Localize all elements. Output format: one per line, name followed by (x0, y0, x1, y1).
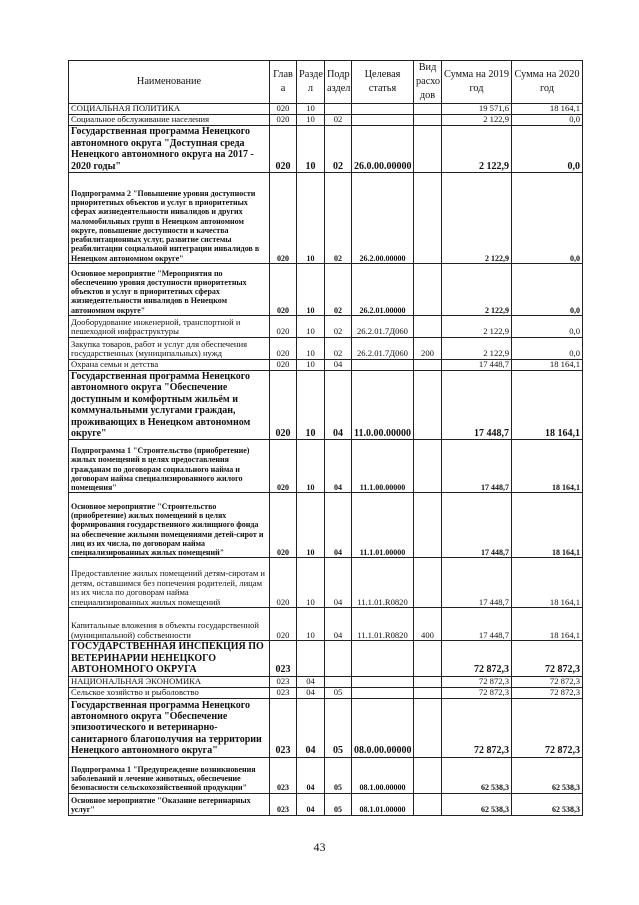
row-razdel: 10 (297, 338, 325, 360)
row-type (414, 641, 442, 676)
row-glava: 020 (270, 493, 297, 558)
row-type (414, 698, 442, 757)
row-sum2020: 18 164,1 (512, 493, 583, 558)
row-razdel: 10 (297, 173, 325, 264)
row-type (414, 493, 442, 558)
row-podrazdel: 04 (325, 371, 352, 440)
row-razdel: 10 (297, 608, 325, 641)
row-glava: 023 (270, 698, 297, 757)
row-podrazdel: 04 (325, 360, 352, 371)
row-sum2019: 2 122,9 (442, 173, 512, 264)
row-name: Основное мероприятие "Оказание ветеринарных услуг" (69, 793, 270, 815)
row-target: 11.1.01.00000 (352, 493, 414, 558)
row-target: 26.0.00.00000 (352, 126, 414, 173)
row-sum2019: 72 872,3 (442, 676, 512, 687)
row-podrazdel: 05 (325, 793, 352, 815)
row-glava: 020 (270, 360, 297, 371)
table-header-row (69, 61, 583, 104)
row-target: 26.2.01.00000 (352, 264, 414, 316)
row-podrazdel: 04 (325, 608, 352, 641)
row-glava: 023 (270, 793, 297, 815)
row-sum2019: 72 872,3 (442, 687, 512, 698)
row-razdel: 10 (297, 558, 325, 608)
row-razdel: 10 (297, 264, 325, 316)
row-podrazdel: 02 (325, 126, 352, 173)
row-podrazdel: 02 (325, 338, 352, 360)
row-sum2020: 18 164,1 (512, 558, 583, 608)
table-row (69, 698, 583, 757)
table-row (69, 264, 583, 316)
row-type (414, 360, 442, 371)
row-sum2019: 72 872,3 (442, 698, 512, 757)
row-razdel: 10 (297, 440, 325, 493)
row-sum2020: 18 164,1 (512, 371, 583, 440)
row-podrazdel: 05 (325, 698, 352, 757)
row-sum2020: 0,0 (512, 115, 583, 126)
row-glava: 020 (270, 558, 297, 608)
row-glava: 023 (270, 757, 297, 793)
row-sum2020: 0,0 (512, 173, 583, 264)
row-name: НАЦИОНАЛЬНАЯ ЭКОНОМИКА (69, 676, 270, 687)
row-glava: 020 (270, 440, 297, 493)
row-name: Сельское хозяйство и рыболовство (69, 687, 270, 698)
row-sum2019: 17 448,7 (442, 371, 512, 440)
row-glava: 020 (270, 608, 297, 641)
row-sum2019: 2 122,9 (442, 115, 512, 126)
row-podrazdel (325, 641, 352, 676)
row-sum2019: 17 448,7 (442, 558, 512, 608)
row-sum2019: 17 448,7 (442, 608, 512, 641)
row-sum2020: 72 872,3 (512, 641, 583, 676)
row-razdel: 10 (297, 360, 325, 371)
row-sum2019: 2 122,9 (442, 126, 512, 173)
row-name: Охрана семьи и детства (69, 360, 270, 371)
row-sum2020: 18 164,1 (512, 440, 583, 493)
row-name: ГОСУДАРСТВЕННАЯ ИНСПЕКЦИЯ ПО ВЕТЕРИНАРИИ НЕНЕЦКОГО АВТОНОМНОГО ОКРУГА (69, 641, 270, 676)
header-type: Вид расхо дов (414, 61, 442, 104)
table-row (69, 316, 583, 338)
header-sum2019: Сумма на 2019 год (442, 61, 512, 104)
row-podrazdel: 02 (325, 316, 352, 338)
row-type (414, 757, 442, 793)
row-name: Государственная программа Ненецкого автономного округа "Доступная среда Ненецкого автономного округа на 2017 - 2020 годы" (69, 126, 270, 173)
header-sum2020: Сумма на 2020 год (512, 61, 583, 104)
row-glava: 020 (270, 316, 297, 338)
row-glava: 023 (270, 641, 297, 676)
table-row (69, 493, 583, 558)
row-name: Государственная программа Ненецкого автономного округа "Обеспечение доступным и комфортным жильём и коммунальными услугами граждан, проживающих в Ненецком автономном округе" (69, 371, 270, 440)
header-podrazdel: Подр аздел (325, 61, 352, 104)
row-glava: 020 (270, 338, 297, 360)
row-sum2019: 19 571,6 (442, 104, 512, 115)
row-type (414, 676, 442, 687)
row-glava: 023 (270, 676, 297, 687)
row-razdel: 04 (297, 793, 325, 815)
row-sum2019: 2 122,9 (442, 316, 512, 338)
row-razdel: 10 (297, 493, 325, 558)
row-sum2019: 2 122,9 (442, 338, 512, 360)
row-razdel: 10 (297, 126, 325, 173)
row-podrazdel: 02 (325, 264, 352, 316)
row-target: 11.1.00.00000 (352, 440, 414, 493)
row-sum2019: 17 448,7 (442, 493, 512, 558)
row-sum2020: 0,0 (512, 338, 583, 360)
row-sum2020: 18 164,1 (512, 104, 583, 115)
row-glava: 020 (270, 104, 297, 115)
row-type (414, 104, 442, 115)
row-razdel: 04 (297, 757, 325, 793)
row-target (352, 360, 414, 371)
row-name: Подпрограмма 2 "Повышение уровня доступности приоритетных объектов и услуг в приоритетных сферах жизнедеятельности инвалидов и других маломобильных групп в Ненецком автономном округе, повышение доступности и качества реабилитационных услуг, развитие системы реабилитации социальной интеграции инвалидов в Ненецком автономном округе" (69, 173, 270, 264)
row-razdel: 04 (297, 698, 325, 757)
row-podrazdel: 04 (325, 440, 352, 493)
row-type (414, 793, 442, 815)
row-type (414, 173, 442, 264)
table-row (69, 608, 583, 641)
row-type (414, 264, 442, 316)
row-sum2020: 72 872,3 (512, 676, 583, 687)
row-podrazdel: 05 (325, 757, 352, 793)
row-target: 08.1.01.00000 (352, 793, 414, 815)
row-razdel: 10 (297, 115, 325, 126)
row-sum2020: 72 872,3 (512, 698, 583, 757)
page-number: 43 (313, 840, 326, 854)
row-podrazdel: 02 (325, 115, 352, 126)
header-glava: Глав а (270, 61, 297, 104)
budget-table (68, 60, 583, 816)
table-row (69, 440, 583, 493)
row-sum2020: 18 164,1 (512, 608, 583, 641)
row-podrazdel: 04 (325, 558, 352, 608)
row-sum2020: 18 164,1 (512, 360, 583, 371)
row-sum2020: 62 538,3 (512, 757, 583, 793)
row-podrazdel (325, 104, 352, 115)
row-type (414, 558, 442, 608)
row-podrazdel: 04 (325, 493, 352, 558)
row-target: 26.2.01.7Д060 (352, 338, 414, 360)
row-target: 11.1.01.R0820 (352, 558, 414, 608)
row-podrazdel (325, 676, 352, 687)
table-row (69, 115, 583, 126)
row-glava: 020 (270, 173, 297, 264)
row-razdel: 04 (297, 676, 325, 687)
row-glava: 020 (270, 115, 297, 126)
row-target (352, 641, 414, 676)
row-razdel: 04 (297, 687, 325, 698)
table-row (69, 371, 583, 440)
row-name: Основное мероприятие "Мероприятия по обеспечению уровня доступности приоритетных объектов и услуг в приоритетных сферах жизнедеятельности инвалидов в Ненецком автономном округе" (69, 264, 270, 316)
row-name: Дооборудование инженерной, транспортной и пешеходной инфраструктуры (69, 316, 270, 338)
row-target: 08.0.00.00000 (352, 698, 414, 757)
row-type (414, 126, 442, 173)
row-type (414, 687, 442, 698)
row-razdel: 10 (297, 104, 325, 115)
row-name: Подпрограмма 1 "Строительство (приобретение) жилых помещений в целях предоставления гражданам по договорам социального найма и договорам найма специализированного жилого помещения" (69, 440, 270, 493)
row-target: 26.2.01.7Д060 (352, 316, 414, 338)
row-sum2020: 0,0 (512, 126, 583, 173)
row-type (414, 115, 442, 126)
row-target (352, 115, 414, 126)
row-glava: 023 (270, 687, 297, 698)
row-name: Подпрограмма 1 "Предупреждение возникновения заболеваний и лечение животных, обеспечение безопасности сельскохозяйственной продукции" (69, 757, 270, 793)
row-name: Основное мероприятие "Строительство (приобретение) жилых помещений в целях формирования государственного жилищного фонда на обеспечение жилыми помещениями детей-сирот и лиц из их числа, по договорам найма специализированных жилых помещений" (69, 493, 270, 558)
row-glava: 020 (270, 126, 297, 173)
table-row (69, 676, 583, 687)
row-razdel (297, 641, 325, 676)
row-name: Закупка товаров, работ и услуг для обеспечения государственных (муниципальных) нужд (69, 338, 270, 360)
row-target: 11.1.01.R0820 (352, 608, 414, 641)
table-row (69, 360, 583, 371)
row-target (352, 104, 414, 115)
row-name: Предоставление жилых помещений детям-сиротам и детям, оставшимся без попечения родителей, лицам из их числа по договорам найма специализированных жилых помещений (69, 558, 270, 608)
row-type (414, 316, 442, 338)
row-sum2019: 17 448,7 (442, 360, 512, 371)
row-type (414, 440, 442, 493)
row-razdel: 10 (297, 371, 325, 440)
table-row (69, 173, 583, 264)
table-row (69, 558, 583, 608)
row-sum2019: 72 872,3 (442, 641, 512, 676)
table-row (69, 757, 583, 793)
table-row (69, 641, 583, 676)
row-type (414, 371, 442, 440)
row-sum2019: 62 538,3 (442, 757, 512, 793)
header-razdel: Разде л (297, 61, 325, 104)
row-target (352, 687, 414, 698)
row-type: 200 (414, 338, 442, 360)
header-name: Наименование (69, 61, 270, 104)
row-type: 400 (414, 608, 442, 641)
row-sum2019: 2 122,9 (442, 264, 512, 316)
row-target: 11.0.00.00000 (352, 371, 414, 440)
table-row (69, 793, 583, 815)
row-razdel: 10 (297, 316, 325, 338)
row-target: 26.2.00.00000 (352, 173, 414, 264)
row-name: Социальное обслуживание населения (69, 115, 270, 126)
row-sum2019: 62 538,3 (442, 793, 512, 815)
table-row (69, 687, 583, 698)
table-row (69, 104, 583, 115)
row-sum2020: 62 538,3 (512, 793, 583, 815)
row-glava: 020 (270, 371, 297, 440)
row-name: Капитальные вложения в объекты государственной (муниципальной) собственности (69, 608, 270, 641)
row-sum2019: 17 448,7 (442, 440, 512, 493)
row-podrazdel: 05 (325, 687, 352, 698)
row-podrazdel: 02 (325, 173, 352, 264)
row-glava: 020 (270, 264, 297, 316)
row-sum2020: 0,0 (512, 264, 583, 316)
header-target: Целевая статья (352, 61, 414, 104)
row-target: 08.1.00.00000 (352, 757, 414, 793)
table-row (69, 126, 583, 173)
row-sum2020: 72 872,3 (512, 687, 583, 698)
row-name: СОЦИАЛЬНАЯ ПОЛИТИКА (69, 104, 270, 115)
row-target (352, 676, 414, 687)
row-sum2020: 0,0 (512, 316, 583, 338)
table-row (69, 338, 583, 360)
row-name: Государственная программа Ненецкого автономного округа "Обеспечение эпизоотического и ветеринарно-санитарного благополучия на территории Ненецкого автономного округа" (69, 698, 270, 757)
